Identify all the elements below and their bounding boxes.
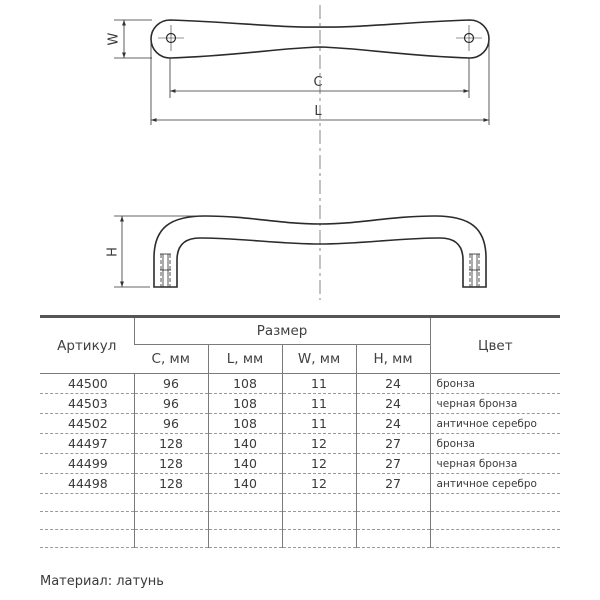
article-header: Артикул <box>40 317 134 374</box>
top-view <box>151 5 489 300</box>
dimension-w-label: W <box>106 32 122 46</box>
l-cell: 140 <box>208 434 282 454</box>
c-cell: 128 <box>134 474 208 494</box>
l-cell: 140 <box>208 474 282 494</box>
h-cell: 24 <box>356 414 430 434</box>
material-note: Материал: латунь <box>40 574 164 589</box>
c-cell: 128 <box>134 454 208 474</box>
w-cell: 11 <box>282 414 356 434</box>
l-cell: 108 <box>208 394 282 414</box>
color-cell: черная бронза <box>430 454 560 474</box>
w-cell: 12 <box>282 454 356 474</box>
size-column-header: H, мм <box>356 345 430 374</box>
l-cell: 140 <box>208 454 282 474</box>
h-cell: 27 <box>356 474 430 494</box>
color-cell: бронза <box>430 434 560 454</box>
dimension-h-label: H <box>105 247 121 257</box>
specification-table <box>40 315 560 548</box>
w-cell: 12 <box>282 434 356 454</box>
sku-cell: 44502 <box>40 414 134 434</box>
c-cell: 128 <box>134 434 208 454</box>
table-row <box>40 394 560 414</box>
sku-cell: 44498 <box>40 474 134 494</box>
side-view <box>154 216 486 287</box>
screw-thread-right <box>469 254 480 287</box>
size-column-header: C, мм <box>134 345 208 374</box>
h-cell: 27 <box>356 434 430 454</box>
color-cell: черная бронза <box>430 394 560 414</box>
c-cell: 96 <box>134 394 208 414</box>
color-cell: бронза <box>430 374 560 394</box>
handle-side-outline <box>154 216 486 287</box>
empty-row <box>40 530 560 548</box>
sku-cell: 44500 <box>40 374 134 394</box>
table-header-row <box>40 317 560 345</box>
w-cell: 11 <box>282 394 356 414</box>
h-cell: 24 <box>356 374 430 394</box>
table-row <box>40 454 560 474</box>
color-cell: античное серебро <box>430 474 560 494</box>
h-cell: 27 <box>356 454 430 474</box>
sku-cell: 44497 <box>40 434 134 454</box>
dimension-c-label: C <box>313 75 323 90</box>
color-header: Цвет <box>430 317 560 374</box>
table-row <box>40 434 560 454</box>
screw-thread-left <box>160 254 171 287</box>
l-cell: 108 <box>208 374 282 394</box>
table-row <box>40 414 560 434</box>
color-cell: античное серебро <box>430 414 560 434</box>
l-cell: 108 <box>208 414 282 434</box>
w-cell: 12 <box>282 474 356 494</box>
sku-cell: 44499 <box>40 454 134 474</box>
empty-row <box>40 494 560 512</box>
table-row <box>40 374 560 394</box>
size-header: Размер <box>134 317 430 345</box>
sku-cell: 44503 <box>40 394 134 414</box>
table-row <box>40 474 560 494</box>
c-cell: 96 <box>134 414 208 434</box>
empty-row <box>40 512 560 530</box>
size-column-header: L, мм <box>208 345 282 374</box>
size-column-header: W, мм <box>282 345 356 374</box>
c-cell: 96 <box>134 374 208 394</box>
w-cell: 11 <box>282 374 356 394</box>
dimension-h <box>114 216 200 287</box>
h-cell: 24 <box>356 394 430 414</box>
dimension-l-label: L <box>314 104 322 119</box>
